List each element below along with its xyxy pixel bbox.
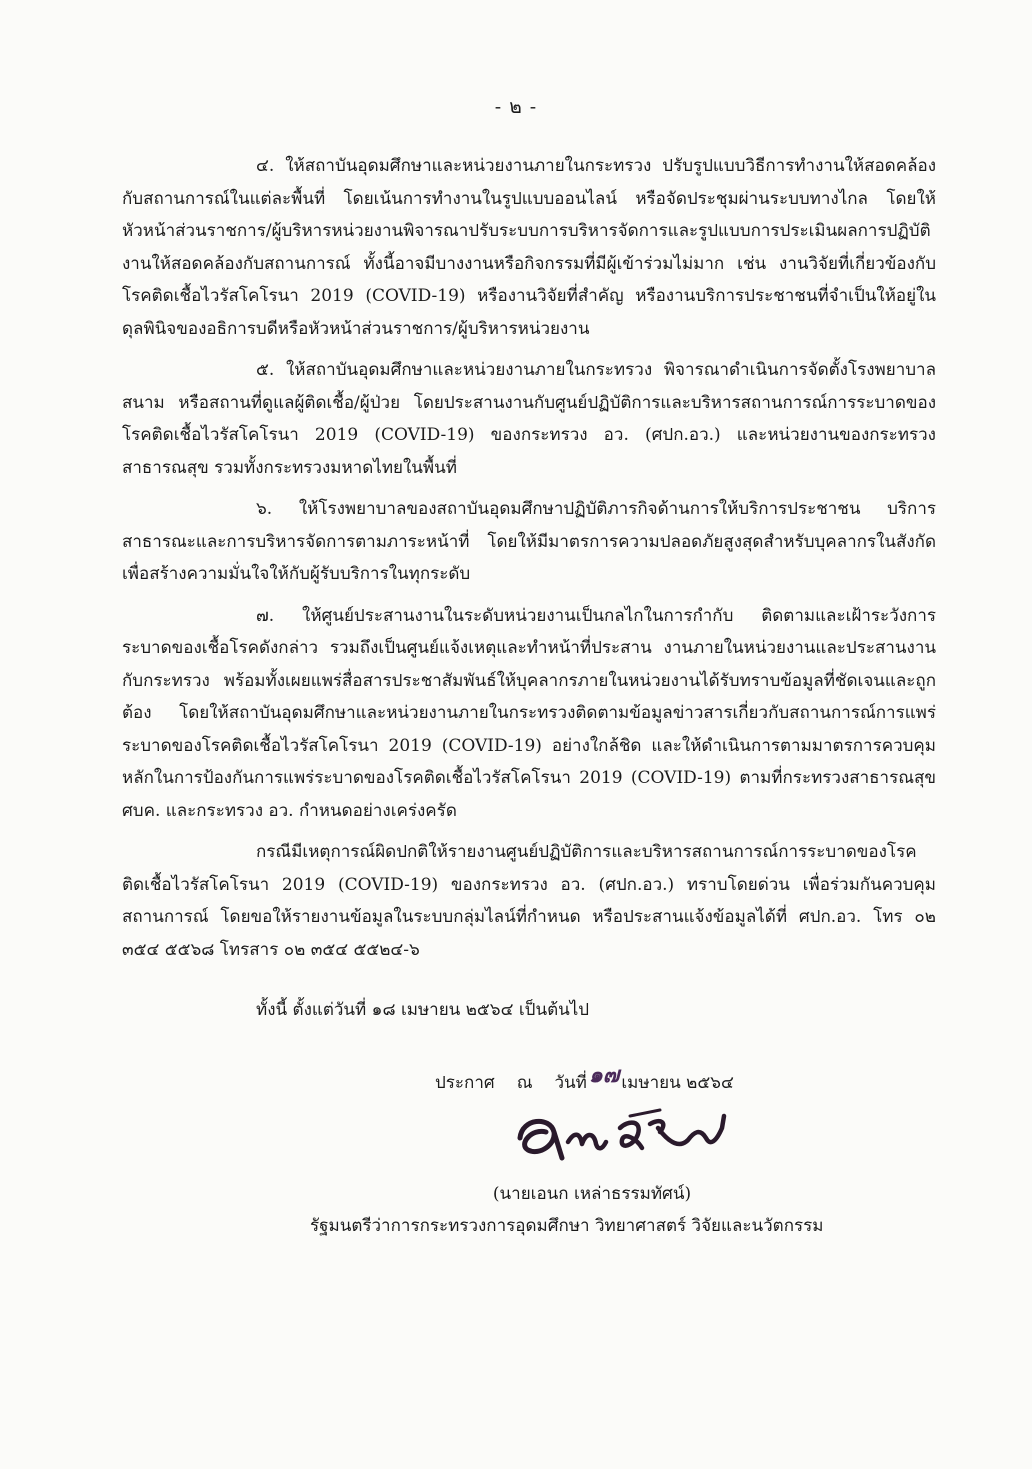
paragraph-item-5: ๕. ให้สถาบันอุดมศึกษาและหน่วยงานภายในกระทรวง พิจารณาดำเนินการจัดตั้งโรงพยาบาลสนาม หรือสถานที่ดูแลผู้ติดเชื้อ/ผู้ป่วย โดยประสานงานกับศูนย์ปฏิบัติการและบริหารสถานการณ์การระบาดของโรคติดเชื้อไวรัสโคโรนา 2019 (COVID-19) ของกระทรวง อว. (ศปก.อว.) และหน่วยงานของกระทรวงสาธารณสุข รวมทั้งกระทรวงมหาดไทยในพื้นที่ bbox=[122, 360, 936, 478]
handwritten-day: ๑๗ bbox=[588, 1063, 620, 1088]
announcement-label: ประกาศ bbox=[435, 1073, 495, 1093]
paragraph-item-4: ๔. ให้สถาบันอุดมศึกษาและหน่วยงานภายในกระทรวง ปรับรูปแบบวิธีการทำงานให้สอดคล้องกับสถานการณ์ในแต่ละพื้นที่ โดยเน้นการทำงานในรูปแบบออนไลน์ หรือจัดประชุมผ่านระบบทางไกล โดยให้หัวหน้าส่วนราชการ/ผู้บริหารหน่วยงานพิจารณาปรับระบบการบริหารจัดการและรูปแบบการประเมินผลการปฏิบัติงานให้สอดคล้องกับสถานการณ์ ทั้งนี้อาจมีบางงานหรือกิจกรรมที่มีผู้เข้าร่วมไม่มาก เช่น งานวิจัยที่เกี่ยวข้องกับโรคติดเชื้อไวรัสโคโรนา 2019 (COVID-19) หรืองานวิจัยที่สำคัญ หรืองานบริการประชาชนที่จำเป็นให้อยู่ในดุลพินิจของอธิการบดีหรือหัวหน้าส่วนราชการ/ผู้บริหารหน่วยงาน bbox=[122, 156, 936, 339]
paragraph-item-7: ๗. ให้ศูนย์ประสานงานในระดับหน่วยงานเป็นกลไกในการกำกับ ติดตามและเฝ้าระวังการระบาดของเชื้อโรคดังกล่าว รวมถึงเป็นศูนย์แจ้งเหตุและทำหน้าที่ประสาน งานภายในหน่วยงานและประสานงานกับกระทรวง พร้อมทั้งเผยแพร่สื่อสารประชาสัมพันธ์ให้บุคลากรภายในหน่วยงานได้รับทราบข้อมูลที่ชัดเจนและถูกต้อง โดยให้สถาบันอุดมศึกษาและหน่วยงานภายในกระทรวงติดตามข้อมูลข่าวสารเกี่ยวกับสถานการณ์การแพร่ระบาดของโรคติดเชื้อไวรัสโคโรนา 2019 (COVID-19) อย่างใกล้ชิด และให้ดำเนินการตามมาตรการควบคุมหลักในการป้องกันการแพร่ระบาดของโรคติดเชื้อไวรัสโคโรนา 2019 (COVID-19) ตามที่กระทรวงสาธารณสุข ศบค. และกระทรวง อว. กำหนดอย่างเคร่งครัด bbox=[122, 605, 936, 821]
announcement-line bbox=[435, 1063, 734, 1098]
announcement-date-prefix: วันที่ bbox=[554, 1073, 587, 1093]
signer-name: (นายเอนก เหล่าธรรมทัศน์) bbox=[492, 1184, 692, 1204]
effective-date: ทั้งนี้ ตั้งแต่วันที่ ๑๘ เมษายน ๒๕๖๔ เป็นต้นไป bbox=[256, 1000, 590, 1020]
page-number: - ๒ - bbox=[494, 96, 538, 118]
document-body bbox=[122, 150, 936, 975]
announcement-at: ณ bbox=[516, 1073, 533, 1093]
signer-position: รัฐมนตรีว่าการกระทรวงการอุดมศึกษา วิทยาศาสตร์ วิจัยและนวัตกรรม bbox=[310, 1216, 824, 1236]
paragraph-item-6: ๖. ให้โรงพยาบาลของสถาบันอุดมศึกษาปฏิบัติภารกิจด้านการให้บริการประชาชน บริการสาธารณะและการบริหารจัดการตามภาระหน้าที่ โดยให้มีมาตรการความปลอดภัยสูงสุดสำหรับบุคลากรในสังกัด เพื่อสร้างความมั่นใจให้กับผู้รับบริการในทุกระดับ bbox=[122, 499, 936, 584]
paragraph-emergency-report: กรณีมีเหตุการณ์ผิดปกติให้รายงานศูนย์ปฏิบัติการและบริหารสถานการณ์การระบาดของโรคติดเชื้อไวรัสโคโรนา 2019 (COVID-19) ของกระทรวง อว. (ศปก.อว.) ทราบโดยด่วน เพื่อร่วมกันควบคุมสถานการณ์ โดยขอให้รายงานข้อมูลในระบบกลุ่มไลน์ที่กำหนด หรือประสานแจ้งข้อมูลได้ที่ ศปก.อว. โทร ๐๒ ๓๕๔ ๕๕๖๘ โทรสาร ๐๒ ๓๕๔ ๕๕๒๔-๖ bbox=[122, 842, 936, 960]
signature-image bbox=[510, 1098, 750, 1168]
announcement-month-year: เมษายน ๒๕๖๔ bbox=[621, 1073, 734, 1093]
